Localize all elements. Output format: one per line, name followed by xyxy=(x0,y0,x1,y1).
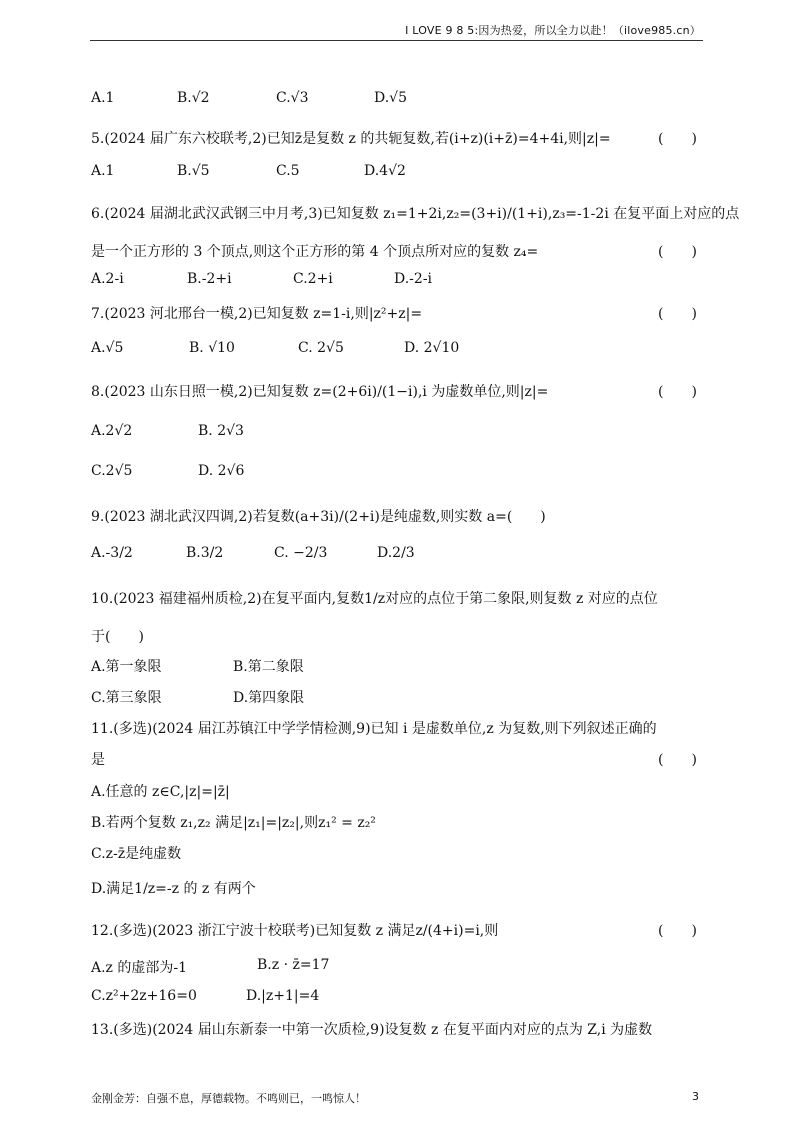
answer-option: D.|z+1|=4 xyxy=(246,988,320,1004)
answer-option: A.第一象限 xyxy=(91,659,162,675)
answer-option: B. 2√3 xyxy=(198,423,244,439)
question-line: 9.(2023 湖北武汉四调,2)若复数(a+3i)/(2+i)是纯虚数,则实数 a=( ) xyxy=(91,509,546,525)
answer-option: D.√5 xyxy=(374,90,408,106)
answer-option: C.z²+2z+16=0 xyxy=(91,988,197,1004)
footer-motto: 金刚金芳：自强不息，厚德载物。不鸣则已，一鸣惊人！ xyxy=(91,1092,366,1105)
question-line: 5.(2024 届广东六校联考,2)已知z̄是复数 z 的共轭复数,若(i+z)(i+z̄)=4+4i,则|z|= xyxy=(91,131,611,147)
answer-option: C. −2/3 xyxy=(274,545,328,561)
answer-blank: ( ) xyxy=(658,131,697,147)
question-line: D.满足1/z=-z 的 z 有两个 xyxy=(91,881,256,897)
answer-option: D.第四象限 xyxy=(233,690,305,706)
question-line: 13.(多选)(2024 届山东新泰一中第一次质检,9)设复数 z 在复平面内对应的点为 Z,i 为虚数 xyxy=(91,1022,653,1038)
answer-option: A.2√2 xyxy=(91,423,133,439)
answer-blank: ( ) xyxy=(658,923,697,939)
question-line: 是 xyxy=(91,752,105,768)
answer-option: C.5 xyxy=(276,163,300,179)
question-line: C.z-z̄是纯虚数 xyxy=(91,846,182,862)
answer-option: C.第三象限 xyxy=(91,690,162,706)
answer-option: A.1 xyxy=(91,163,115,179)
answer-option: D.-2-i xyxy=(394,271,433,287)
answer-option: D. 2√6 xyxy=(198,463,245,479)
page-header: I LOVE 9 8 5:因为热爱，所以全力以赴！（ilove985.cn） xyxy=(405,24,701,37)
answer-option: C. 2√5 xyxy=(298,340,344,356)
answer-option: A.1 xyxy=(91,90,115,106)
answer-option: D.2/3 xyxy=(377,545,415,561)
question-line: 是一个正方形的 3 个顶点,则这个正方形的第 4 个顶点所对应的复数 z₄= xyxy=(91,244,539,260)
answer-option: B.3/2 xyxy=(186,545,224,561)
question-line: 6.(2024 届湖北武汉武钢三中月考,3)已知复数 z₁=1+2i,z₂=(3+i)/(1+i),z₃=-1-2i 在复平面上对应的点 xyxy=(91,206,740,222)
answer-option: B.z · z̄=17 xyxy=(257,957,330,973)
question-line: 12.(多选)(2023 浙江宁波十校联考)已知复数 z 满足z/(4+i)=i,则 xyxy=(91,923,499,939)
header-rule xyxy=(90,40,703,41)
question-line: 11.(多选)(2024 届江苏镇江中学学情检测,9)已知 i 是虚数单位,z 为复数,则下列叙述正确的 xyxy=(91,721,657,737)
question-line: A.任意的 z∈C,|z|=|z̄| xyxy=(91,784,230,800)
answer-blank: ( ) xyxy=(658,752,697,768)
answer-option: B.√2 xyxy=(177,90,210,106)
question-line: 8.(2023 山东日照一模,2)已知复数 z=(2+6i)/(1−i),i 为虚数单位,则|z|= xyxy=(91,384,549,400)
question-line: B.若两个复数 z₁,z₂ 满足|z₁|=|z₂|,则z₁² = z₂² xyxy=(91,815,376,831)
answer-option: C.2+i xyxy=(293,271,333,287)
question-line: 于( ) xyxy=(91,629,144,645)
answer-option: A.z 的虚部为-1 xyxy=(91,960,188,976)
answer-option: B.√5 xyxy=(177,163,210,179)
question-line: 7.(2023 河北邢台一模,2)已知复数 z=1-i,则|z²+z|= xyxy=(91,306,423,322)
answer-option: D. 2√10 xyxy=(404,340,460,356)
answer-option: A.2-i xyxy=(91,271,124,287)
answer-blank: ( ) xyxy=(658,384,697,400)
question-line: 10.(2023 福建福州质检,2)在复平面内,复数1/z对应的点位于第二象限,则复数 z 对应的点位 xyxy=(91,591,658,607)
answer-option: B. √10 xyxy=(189,340,235,356)
answer-blank: ( ) xyxy=(658,244,697,260)
answer-option: A.√5 xyxy=(91,340,124,356)
answer-option: C.√3 xyxy=(276,90,309,106)
answer-option: B.第二象限 xyxy=(233,659,304,675)
answer-option: C.2√5 xyxy=(91,463,133,479)
answer-option: D.4√2 xyxy=(364,163,406,179)
answer-option: B.-2+i xyxy=(187,271,232,287)
answer-option: A.-3/2 xyxy=(91,545,133,561)
answer-blank: ( ) xyxy=(658,306,697,322)
page-number: 3 xyxy=(692,1090,699,1103)
